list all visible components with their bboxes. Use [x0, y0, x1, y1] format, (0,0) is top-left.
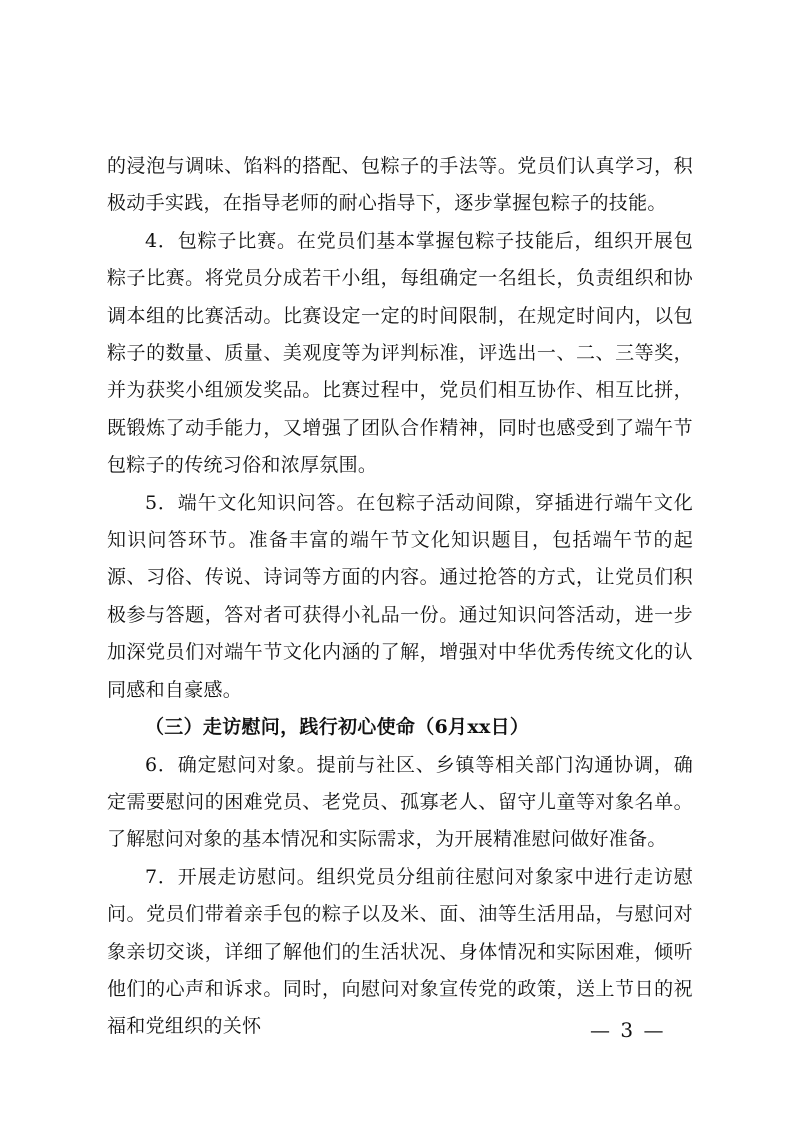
page-number: — 3 — — [590, 1018, 666, 1042]
section-heading-3: （三）走访慰问，践行初心使命（6月xx日） — [145, 716, 530, 739]
paragraph-continuation: 的浸泡与调味、馅料的搭配、包粽子的手法等。党员们认真学习，积极动手实践，在指导老师的耐心指导下，逐步掌握包粽子的技能。 — [107, 155, 693, 215]
paragraph-item-6-determine-recipients: 6．确定慰问对象。提前与社区、乡镇等相关部门沟通协调，确定需要慰问的困难党员、老党员、孤寡老人、留守儿童等对象名单。了解慰问对象的基本情况和实际需求，为开展精准慰问做好准备。 — [107, 753, 693, 851]
paragraph-item-5-culture-quiz: 5．端午文化知识问答。在包粽子活动间隙，穿插进行端午文化知识问答环节。准备丰富的端午节文化知识题目，包括端午节的起源、习俗、传说、诗词等方面的内容。通过抢答的方式，让党员们积极参与答题，答对者可获得小礼品一份。通过知识问答活动，进一步加深党员们对端午节文化内涵的了解，增强对中华优秀传统文化的认同感和自豪感。 — [107, 491, 693, 701]
document-body — [107, 148, 693, 1046]
paragraph-item-4-dumpling-contest: 4．包粽子比赛。在党员们基本掌握包粽子技能后，组织开展包粽子比赛。将党员分成若干小组，每组确定一名组长，负责组织和协调本组的比赛活动。比赛设定一定的时间限制，在规定时间内，以包粽子的数量、质量、美观度等为评判标准，评选出一、二、三等奖，并为获奖小组颁发奖品。比赛过程中，党员们相互协作、相互比拼，既锻炼了动手能力，又增强了团队合作精神，同时也感受到了端午节包粽子的传统习俗和浓厚氛围。 — [107, 229, 693, 477]
paragraph-item-7-conduct-visits: 7．开展走访慰问。组织党员分组前往慰问对象家中进行走访慰问。党员们带着亲手包的粽子以及米、面、油等生活用品，与慰问对象亲切交谈，详细了解他们的生活状况、身体情况和实际困难，倾听他们的心声和诉求。同时，向慰问对象宣传党的政策，送上节日的祝福和党组织的关怀 — [107, 865, 693, 1038]
